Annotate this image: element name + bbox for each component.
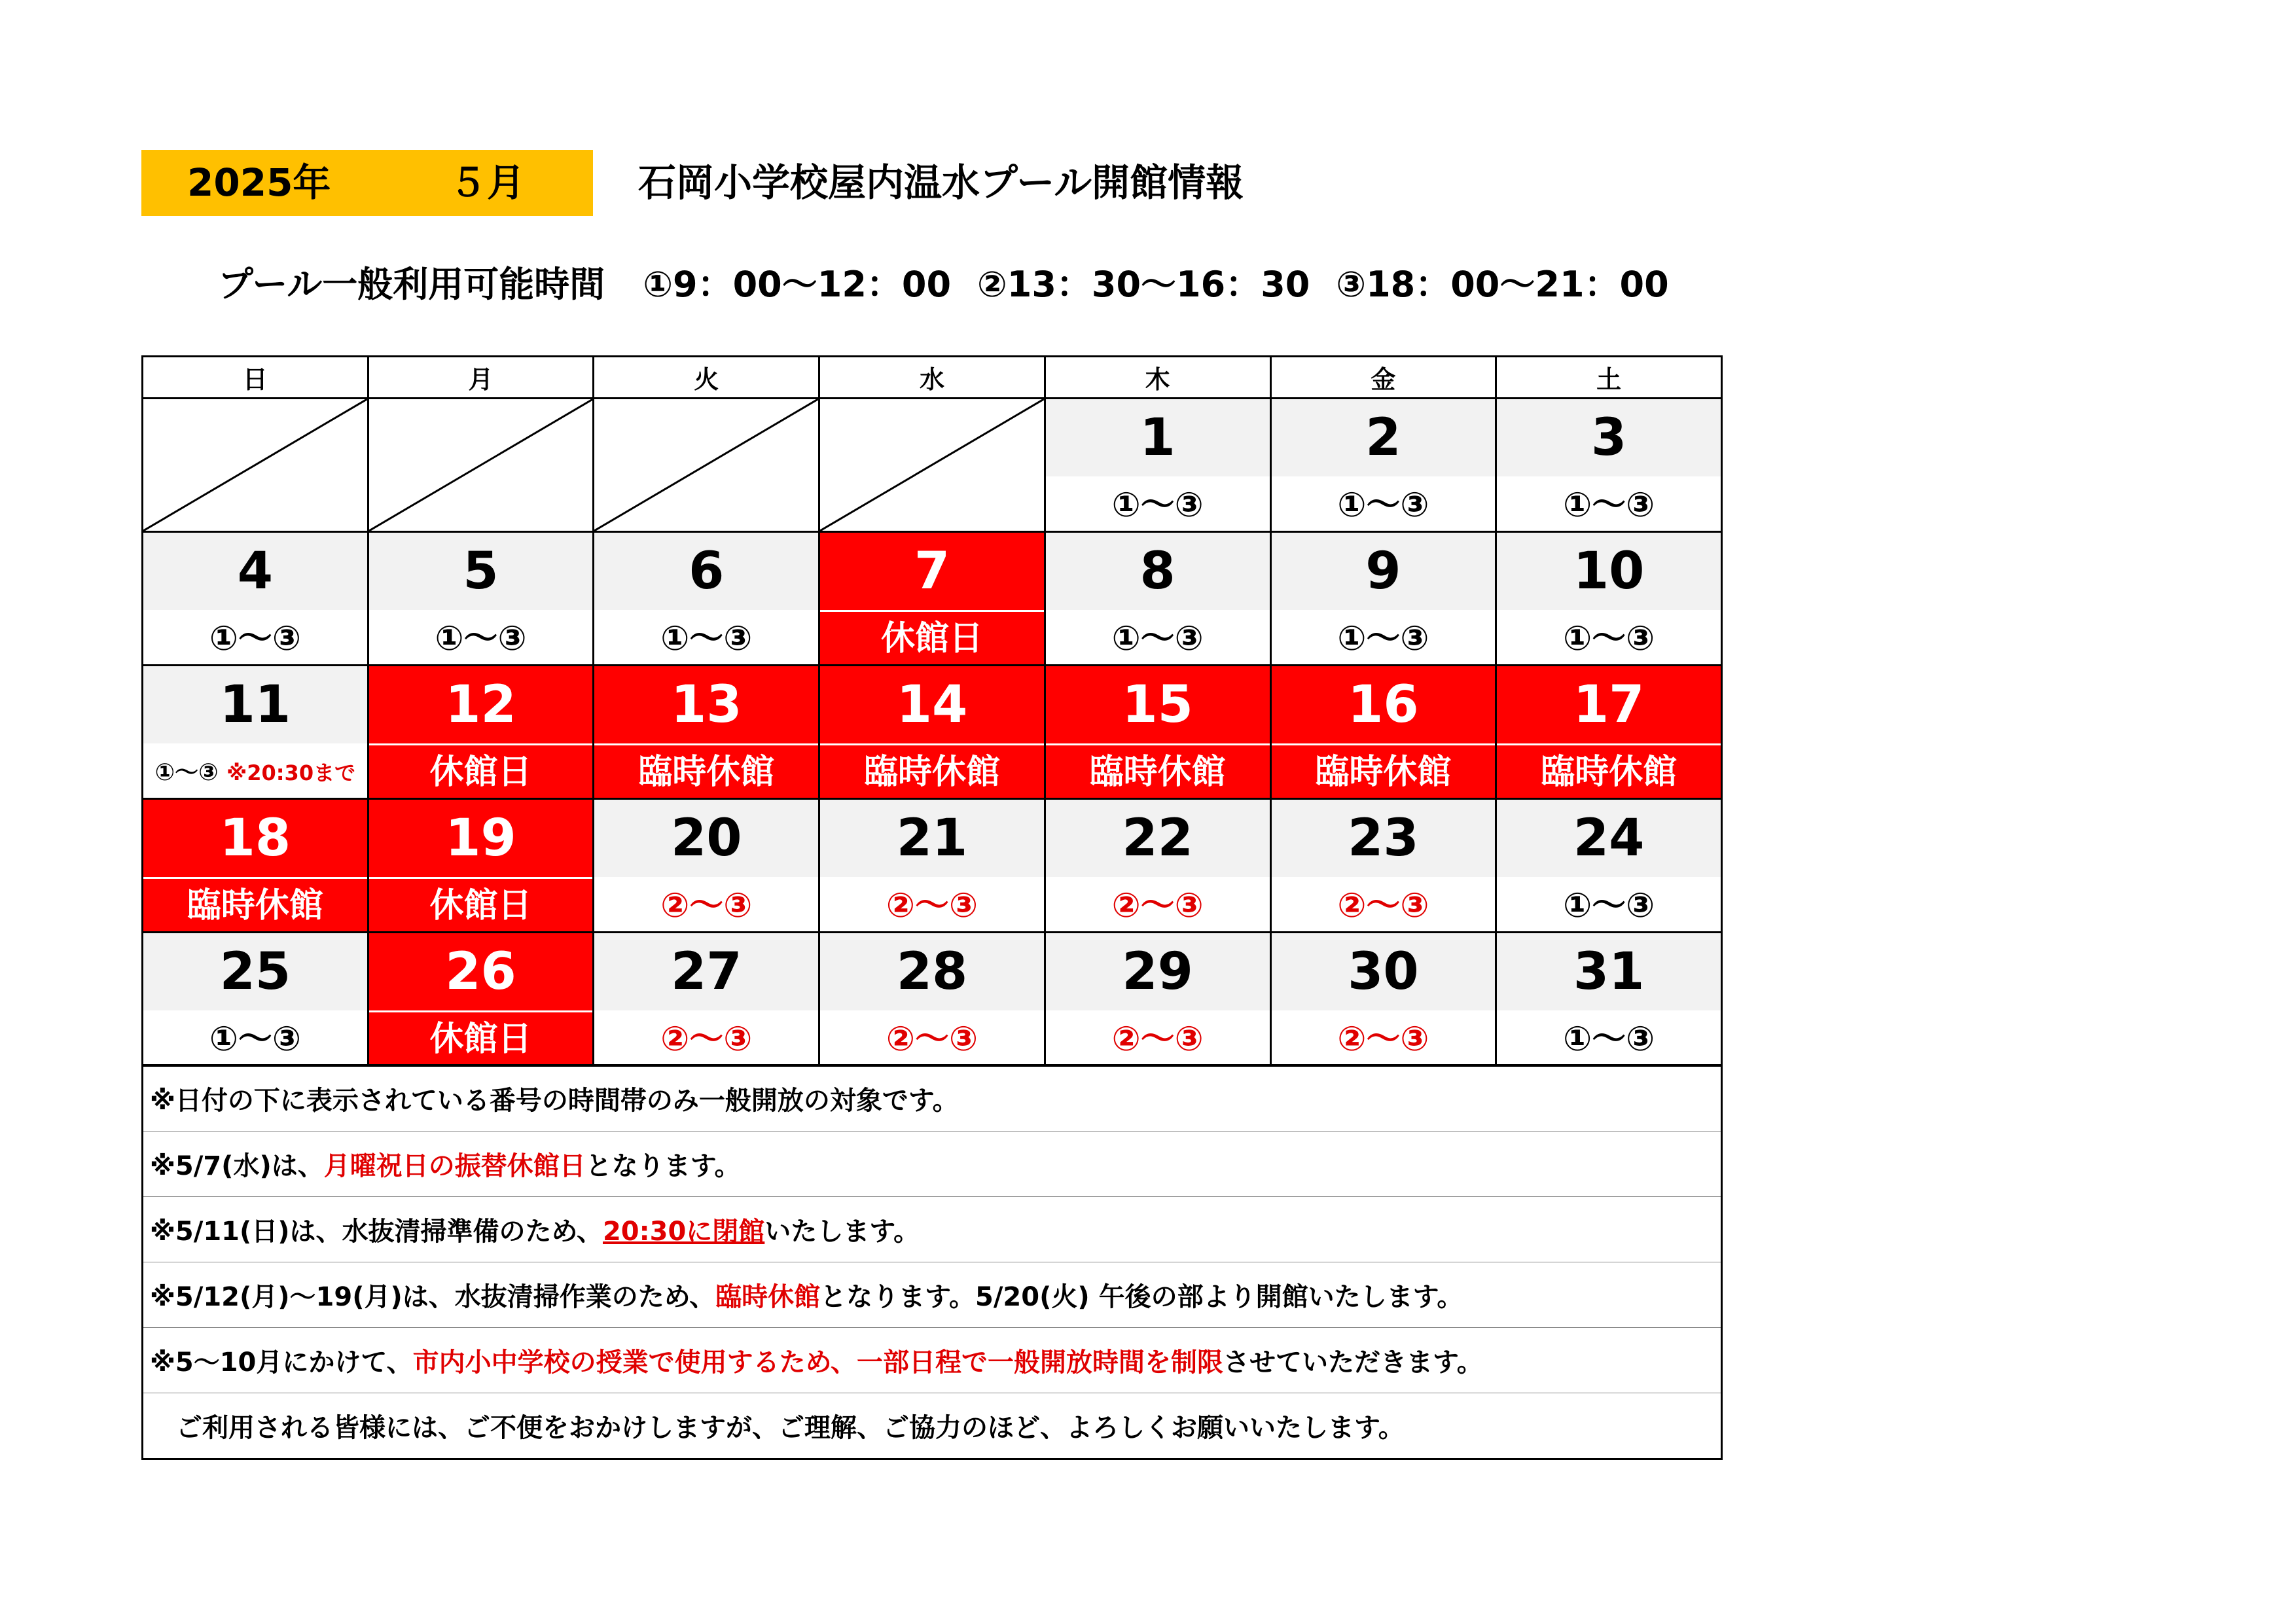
day-cell: [368, 532, 594, 666]
note-2-highlight: 月曜祝日の振替休館日: [323, 1151, 586, 1181]
day-cell: [1496, 666, 1722, 799]
note-4: [143, 1262, 1722, 1328]
day-number: 26: [369, 933, 593, 1010]
day-number: 13: [594, 666, 818, 743]
day-cell: [368, 666, 594, 799]
note-3-c: いたします。: [764, 1217, 920, 1247]
calendar-week-row: [143, 933, 1722, 1066]
note-5-c: させていただきます。: [1223, 1347, 1483, 1378]
day-number: 21: [820, 800, 1044, 877]
day-status: ①～③: [660, 619, 753, 658]
day-cell: [1496, 799, 1722, 933]
day-cell: [1270, 399, 1496, 532]
day-cell: [1496, 933, 1722, 1066]
day-status: ①～③: [209, 619, 301, 658]
day-cell: [1045, 799, 1270, 933]
day-number: 18: [143, 800, 367, 877]
calendar-week-row: [143, 532, 1722, 666]
weekday-thu: 木: [1045, 357, 1270, 399]
day-status: 臨時休館: [1497, 743, 1721, 798]
day-number: 31: [1497, 933, 1721, 1010]
day-cell: [1496, 399, 1722, 532]
day-number: 17: [1497, 666, 1721, 743]
day-cell: [1270, 933, 1496, 1066]
day-status: ①～③: [1563, 886, 1655, 925]
day-number: 3: [1497, 399, 1721, 476]
day-cell: [143, 666, 368, 799]
day-number: 8: [1046, 533, 1270, 610]
note-row: [143, 1393, 1722, 1459]
note-row: [143, 1328, 1722, 1393]
day-cell: [143, 799, 368, 933]
day-cell: [1496, 532, 1722, 666]
day-number: 19: [369, 800, 593, 877]
day-status-note: ※20:30まで: [226, 760, 356, 785]
calendar-body: [143, 399, 1722, 1066]
day-number: 10: [1497, 533, 1721, 610]
day-cell: [594, 532, 819, 666]
day-number: 7: [820, 533, 1044, 610]
day-cell: [368, 933, 594, 1066]
day-cell: [1270, 532, 1496, 666]
day-status: 臨時休館: [143, 877, 367, 931]
note-6-text: ご利用される皆様には、ご不便をおかけしますが、ご理解、ご協力のほど、よろしくお願いいたします。: [176, 1413, 1405, 1443]
day-number: 5: [369, 533, 593, 610]
note-1-text: ※日付の下に表示されている番号の時間帯のみ一般開放の対象です。: [150, 1086, 959, 1116]
day-cell: [143, 532, 368, 666]
empty-day-cell: [368, 399, 594, 532]
note-2-c: となります。: [585, 1151, 741, 1181]
note-5: [143, 1328, 1722, 1393]
day-status: ①～③: [1111, 619, 1204, 658]
day-number: 29: [1046, 933, 1270, 1010]
diagonal-slash-icon: [594, 399, 818, 531]
weekday-wed: 水: [819, 357, 1045, 399]
day-cell: [819, 933, 1045, 1066]
day-status: ②～③: [1337, 886, 1429, 925]
month-label: ５月: [449, 160, 526, 205]
day-status: 臨時休館: [1046, 743, 1270, 798]
hours-slot-2: ②13：30～16：30: [977, 264, 1310, 305]
notes-table: [141, 1064, 1723, 1460]
day-status: 休館日: [820, 610, 1044, 664]
day-status: ①～③: [1563, 1020, 1655, 1059]
diagonal-slash-icon: [369, 399, 593, 531]
day-number: 9: [1272, 533, 1496, 610]
day-number: 25: [143, 933, 367, 1010]
day-number: 20: [594, 800, 818, 877]
day-status: ②～③: [1111, 1020, 1204, 1059]
note-row: [143, 1262, 1722, 1328]
note-5-highlight: 市内小中学校の授業で使用するため、一部日程で一般開放時間を制限: [412, 1347, 1223, 1378]
day-status: ②～③: [1337, 1020, 1429, 1059]
day-cell: [1270, 666, 1496, 799]
note-4-a: ※5/12(月)～19(月)は、水抜清掃作業のため、: [150, 1282, 716, 1312]
day-number: 1: [1046, 399, 1270, 476]
day-status: ①～③: [435, 619, 527, 658]
day-status: ①～③: [1337, 619, 1429, 658]
day-cell: [594, 799, 819, 933]
day-status: ①～③: [1337, 486, 1429, 525]
day-number: 22: [1046, 800, 1270, 877]
note-2-a: ※5/7(水)は、: [150, 1151, 324, 1181]
year-label: 2025年: [187, 160, 331, 205]
day-cell: [368, 799, 594, 933]
note-row: [143, 1197, 1722, 1262]
day-number: 11: [143, 666, 367, 743]
weekday-mon: 月: [368, 357, 594, 399]
day-number: 30: [1272, 933, 1496, 1010]
day-status: ①～③: [1111, 486, 1204, 525]
day-status: ①～③: [209, 1020, 301, 1059]
day-status: ①～③: [1563, 619, 1655, 658]
day-status: 休館日: [369, 877, 593, 931]
calendar: [141, 355, 1723, 1067]
day-cell: [819, 799, 1045, 933]
day-status: ②～③: [1111, 886, 1204, 925]
calendar-week-row: [143, 666, 1722, 799]
note-4-c: となります。5/20(火) 午後の部より開館いたします。: [820, 1282, 1463, 1312]
note-6: [143, 1393, 1722, 1459]
day-number: 15: [1046, 666, 1270, 743]
day-status: ②～③: [660, 1020, 753, 1059]
weekday-fri: 金: [1270, 357, 1496, 399]
empty-day-cell: [143, 399, 368, 532]
day-cell: [594, 666, 819, 799]
day-status: 休館日: [369, 1010, 593, 1065]
pool-hours: [218, 259, 1695, 311]
day-cell: [1045, 933, 1270, 1066]
day-status: 臨時休館: [1272, 743, 1496, 798]
day-number: 28: [820, 933, 1044, 1010]
day-cell: [819, 666, 1045, 799]
day-number: 4: [143, 533, 367, 610]
day-number: 6: [594, 533, 818, 610]
day-status-slots: ①～③: [154, 759, 219, 786]
weekday-tue: 火: [594, 357, 819, 399]
day-number: 24: [1497, 800, 1721, 877]
day-cell: [819, 532, 1045, 666]
note-row: [143, 1132, 1722, 1197]
weekday-sun: 日: [143, 357, 368, 399]
calendar-week-row: [143, 399, 1722, 532]
hours-slot-3: ③18：00～21：00: [1336, 264, 1669, 305]
diagonal-slash-icon: [820, 399, 1044, 531]
day-status: [143, 743, 367, 798]
day-number: 14: [820, 666, 1044, 743]
day-cell: [1045, 399, 1270, 532]
empty-day-cell: [819, 399, 1045, 532]
day-number: 23: [1272, 800, 1496, 877]
day-status: ②～③: [886, 1020, 978, 1059]
note-1: [143, 1065, 1722, 1132]
note-3: [143, 1197, 1722, 1262]
day-number: 2: [1272, 399, 1496, 476]
weekday-sat: 土: [1496, 357, 1722, 399]
day-status: 休館日: [369, 743, 593, 798]
day-cell: [1045, 666, 1270, 799]
day-status: ②～③: [886, 886, 978, 925]
day-cell: [1045, 532, 1270, 666]
day-cell: [1270, 799, 1496, 933]
day-status: 臨時休館: [594, 743, 818, 798]
empty-day-cell: [594, 399, 819, 532]
page-title: 石岡小学校屋内温水プール開館情報: [638, 160, 1244, 205]
day-number: 12: [369, 666, 593, 743]
year-month-box: [141, 150, 593, 216]
weekday-header-row: [143, 357, 1722, 399]
note-3-highlight: 20:30に閉館: [602, 1217, 765, 1247]
note-5-a: ※5～10月にかけて、: [150, 1347, 413, 1378]
day-status: 臨時休館: [820, 743, 1044, 798]
note-row: [143, 1065, 1722, 1132]
day-number: 27: [594, 933, 818, 1010]
hours-label: プール一般利用可能時間: [218, 264, 605, 305]
note-3-a: ※5/11(日)は、水抜清掃準備のため、: [150, 1217, 603, 1247]
day-cell: [594, 933, 819, 1066]
day-status: ②～③: [660, 886, 753, 925]
diagonal-slash-icon: [143, 399, 367, 531]
note-2: [143, 1132, 1722, 1197]
day-number: 16: [1272, 666, 1496, 743]
note-4-highlight: 臨時休館: [715, 1282, 821, 1312]
day-status: ①～③: [1563, 486, 1655, 525]
hours-slot-1: ①9：00～12：00: [643, 264, 952, 305]
day-cell: [143, 933, 368, 1066]
calendar-week-row: [143, 799, 1722, 933]
